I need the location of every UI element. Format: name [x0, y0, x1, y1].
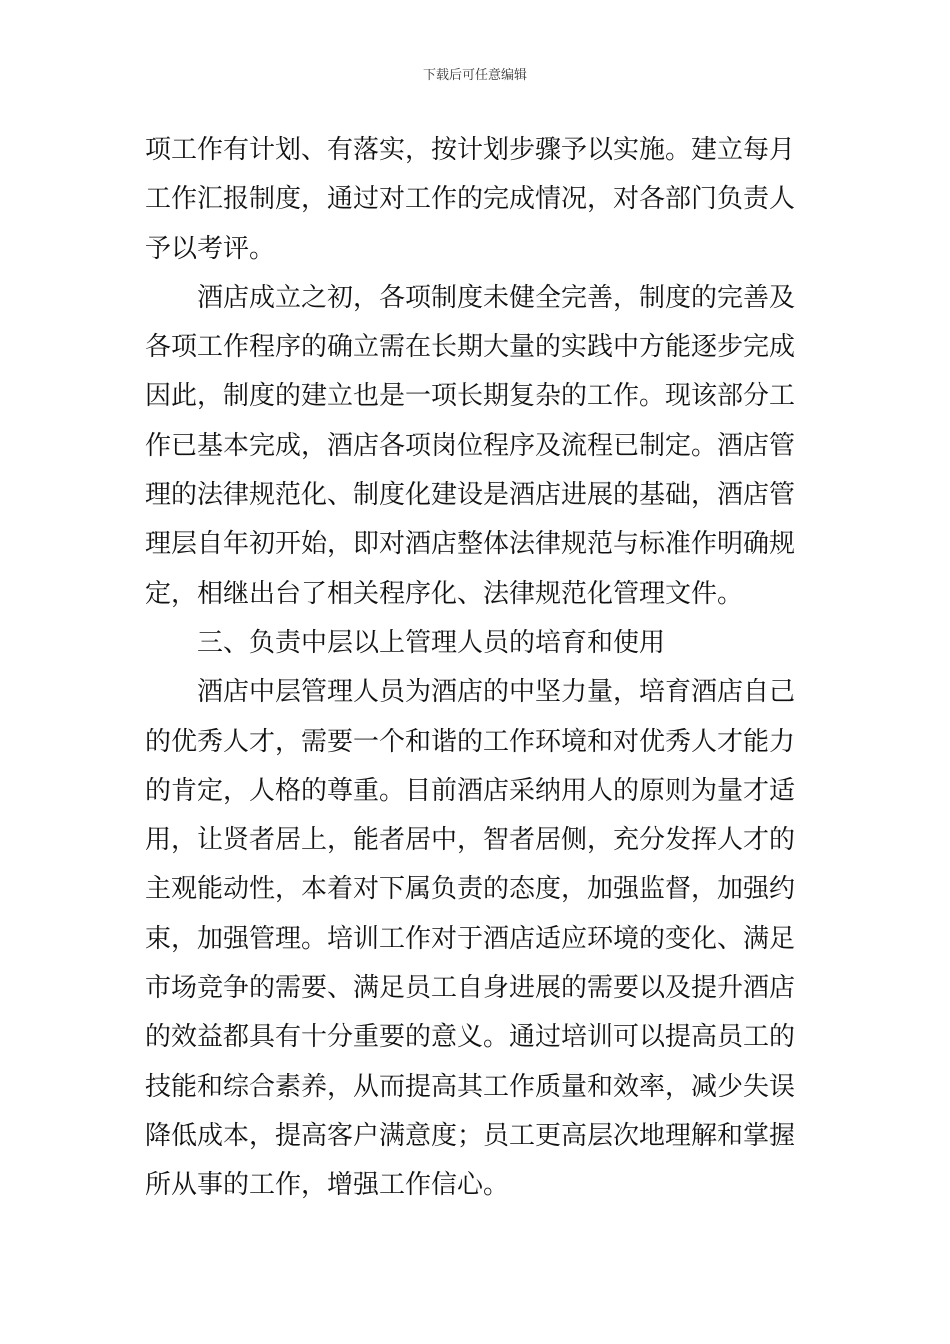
text-line: 所从事的工作，增强工作信心。: [145, 1170, 510, 1201]
text-line: 束，加强管理。培训工作对于酒店适应环境的变化、满足: [145, 923, 796, 954]
text-line: 予以考评。: [145, 233, 276, 264]
text-line: 工作汇报制度，通过对工作的完成情况，对各部门负责人: [145, 184, 796, 215]
text-line: 的优秀人才，需要一个和谐的工作环境和对优秀人才能力: [145, 726, 796, 757]
text-line: 的效益都具有十分重要的意义。通过培训可以提高员工的: [145, 1022, 796, 1053]
text-line: 酒店成立之初，各项制度未健全完善，制度的完善及: [197, 282, 796, 313]
text-line: 理的法律规范化、制度化建设是酒店进展的基础，酒店管: [145, 480, 796, 511]
text-line: 用，让贤者居上，能者居中，智者居侧，充分发挥人才的: [145, 825, 796, 856]
text-line: 酒店中层管理人员为酒店的中坚力量，培育酒店自己: [197, 677, 796, 708]
text-line: 主观能动性，本着对下属负责的态度，加强监督，加强约: [145, 874, 796, 905]
text-line: 项工作有计划、有落实，按计划步骤予以实施。建立每月: [145, 135, 796, 165]
page-header: 下载后可任意编辑: [422, 68, 527, 83]
text-line: 技能和综合素养，从而提高其工作质量和效率，减少失误: [145, 1071, 796, 1102]
text-line: 理层自年初开始，即对酒店整体法律规范与标准作明确规: [145, 529, 796, 560]
text-line: 各项工作程序的确立需在长期大量的实践中方能逐步完成: [145, 332, 796, 363]
text-line: 作已基本完成，酒店各项岗位程序及流程已制定。酒店管: [145, 430, 796, 461]
text-line: 降低成本，提高客户满意度；员工更高层次地理解和掌握: [145, 1120, 796, 1151]
text-line: 定，相继出台了相关程序化、法律规范化管理文件。: [145, 578, 744, 609]
section-heading: 三、负责中层以上管理人员的培育和使用: [197, 627, 666, 658]
text-line: 因此，制度的建立也是一项长期复杂的工作。现该部分工: [145, 381, 796, 412]
document-body: [145, 126, 810, 1211]
text-line: 的肯定，人格的尊重。目前酒店采纳用人的原则为量才适: [145, 775, 796, 806]
text-line: 市场竞争的需要、满足员工自身进展的需要以及提升酒店: [145, 973, 796, 1004]
